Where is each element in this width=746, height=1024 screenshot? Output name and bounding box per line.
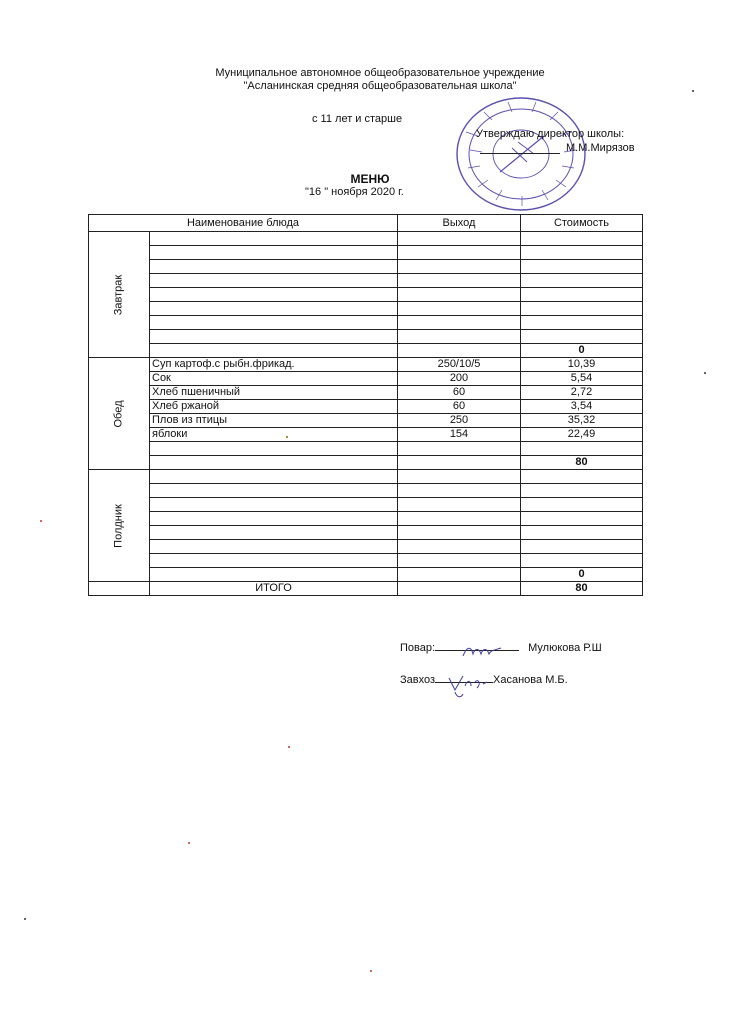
col-header-dish: Наименование блюда [89, 215, 398, 232]
dish-name: яблоки [150, 428, 398, 442]
dish-name [150, 288, 398, 302]
dish-yield: 250 [398, 414, 521, 428]
dish-yield [398, 330, 521, 344]
table-row [89, 232, 643, 246]
dish-cost [521, 302, 643, 316]
section-label-text: Обед [112, 399, 125, 428]
section-label-text: Завтрак [112, 274, 125, 315]
table-row [89, 372, 643, 386]
dish-name [150, 246, 398, 260]
age-group: с 11 лет и старше [312, 113, 403, 125]
dish-name [150, 442, 398, 456]
dish-name: Плов из птицы [150, 414, 398, 428]
scan-speck [704, 372, 706, 374]
section-total-row [89, 568, 643, 582]
table-row [89, 358, 643, 372]
cook-label: Повар: [400, 642, 436, 654]
dish-yield: 60 [398, 386, 521, 400]
dish-name [150, 540, 398, 554]
grand-total-label: ИТОГО [150, 582, 398, 596]
table-row [89, 554, 643, 568]
dish-name [150, 316, 398, 330]
section-label-text: Полдник [112, 503, 125, 548]
scan-speck [24, 918, 26, 920]
dish-yield [398, 540, 521, 554]
dish-yield [398, 484, 521, 498]
section-total-row [89, 344, 643, 358]
table-row [89, 330, 643, 344]
col-header-cost: Стоимость [521, 215, 643, 232]
dish-yield [398, 288, 521, 302]
dish-name: Хлеб пшеничный [150, 386, 398, 400]
scan-speck [188, 842, 190, 844]
dish-cost [521, 484, 643, 498]
table-row [89, 442, 643, 456]
scan-speck [692, 90, 694, 92]
table-row [89, 526, 643, 540]
cook-signature [400, 642, 602, 654]
dish-name [150, 526, 398, 540]
section-label-breakfast [89, 232, 150, 358]
dish-cost [521, 512, 643, 526]
dish-name [150, 330, 398, 344]
dish-yield [398, 526, 521, 540]
dish-name: Хлеб ржаной [150, 400, 398, 414]
dish-yield: 200 [398, 372, 521, 386]
table-row [89, 540, 643, 554]
dish-name [150, 260, 398, 274]
dish-cost: 10,39 [521, 358, 643, 372]
keeper-signature [400, 674, 568, 686]
dish-cost [521, 288, 643, 302]
table-row [89, 302, 643, 316]
dish-cost: 2,72 [521, 386, 643, 400]
section-total-row [89, 456, 643, 470]
dish-yield [398, 246, 521, 260]
dish-cost [521, 232, 643, 246]
table-row [89, 400, 643, 414]
cook-handwritten-signature [435, 644, 519, 660]
dish-cost: 3,54 [521, 400, 643, 414]
dish-cost [521, 498, 643, 512]
keeper-label: Завхоз [400, 674, 436, 686]
dish-yield [398, 554, 521, 568]
dish-cost [521, 526, 643, 540]
table-row [89, 414, 643, 428]
table-row [89, 484, 643, 498]
school-stamp [452, 92, 590, 216]
dish-name [150, 232, 398, 246]
dish-name [150, 498, 398, 512]
dish-cost [521, 330, 643, 344]
dish-yield [398, 512, 521, 526]
grand-total-row [89, 582, 643, 596]
dish-cost [521, 554, 643, 568]
scan-speck [370, 970, 372, 972]
section-total-value: 80 [521, 456, 643, 470]
dish-cost [521, 260, 643, 274]
section-total-value: 0 [521, 568, 643, 582]
table-row [89, 498, 643, 512]
menu-date: "16 " ноября 2020 г. [305, 186, 404, 198]
dish-yield [398, 498, 521, 512]
table-row [89, 470, 643, 484]
keeper-name: Хасанова М.Б. [493, 674, 568, 686]
table-row [89, 512, 643, 526]
dish-yield [398, 316, 521, 330]
dish-cost [521, 246, 643, 260]
dish-name [150, 554, 398, 568]
dish-name [150, 470, 398, 484]
dish-yield [398, 260, 521, 274]
dish-yield [398, 274, 521, 288]
section-label-lunch [89, 358, 150, 470]
table-row [89, 260, 643, 274]
menu-table [88, 214, 643, 596]
cook-signature-line [435, 650, 519, 651]
dish-yield [398, 302, 521, 316]
table-row [89, 288, 643, 302]
dish-cost: 5,54 [521, 372, 643, 386]
dish-name: Суп картоф.с рыбн.фрикад. [150, 358, 398, 372]
dish-yield: 60 [398, 400, 521, 414]
dish-yield [398, 470, 521, 484]
col-header-yield: Выход [398, 215, 521, 232]
dish-cost [521, 442, 643, 456]
table-row [89, 274, 643, 288]
dish-yield: 154 [398, 428, 521, 442]
dish-yield: 250/10/5 [398, 358, 521, 372]
section-label-snack [89, 470, 150, 582]
table-row [89, 428, 643, 442]
keeper-handwritten-signature [435, 672, 493, 700]
institution-line-1: Муниципальное автономное общеобразовательное учреждение [215, 67, 545, 79]
dish-cost: 35,32 [521, 414, 643, 428]
dish-cost: 22,49 [521, 428, 643, 442]
dish-name [150, 274, 398, 288]
dish-yield [398, 232, 521, 246]
dish-name [150, 302, 398, 316]
scan-speck [288, 746, 290, 748]
dish-name [150, 512, 398, 526]
table-row [89, 316, 643, 330]
dish-cost [521, 470, 643, 484]
keeper-signature-line [435, 682, 493, 683]
scan-speck [40, 520, 42, 522]
director-name: М.М.Мирязов [566, 142, 635, 154]
dish-yield [398, 442, 521, 456]
table-header-row [89, 215, 643, 232]
approval-signature-line [480, 153, 560, 154]
institution-line-2: "Асланинская средняя общеобразовательная школа" [243, 80, 517, 92]
table-row [89, 386, 643, 400]
grand-total-value: 80 [521, 582, 643, 596]
table-row [89, 246, 643, 260]
dish-cost [521, 274, 643, 288]
dish-name: Сок [150, 372, 398, 386]
dish-name [150, 484, 398, 498]
dish-cost [521, 316, 643, 330]
scan-speck [286, 436, 288, 438]
dish-cost [521, 540, 643, 554]
approval-line: Утверждаю директор школы: [476, 128, 625, 140]
section-total-value: 0 [521, 344, 643, 358]
page-title: МЕНЮ [350, 172, 390, 186]
cook-name: Мулюкова Р.Ш [528, 642, 602, 654]
